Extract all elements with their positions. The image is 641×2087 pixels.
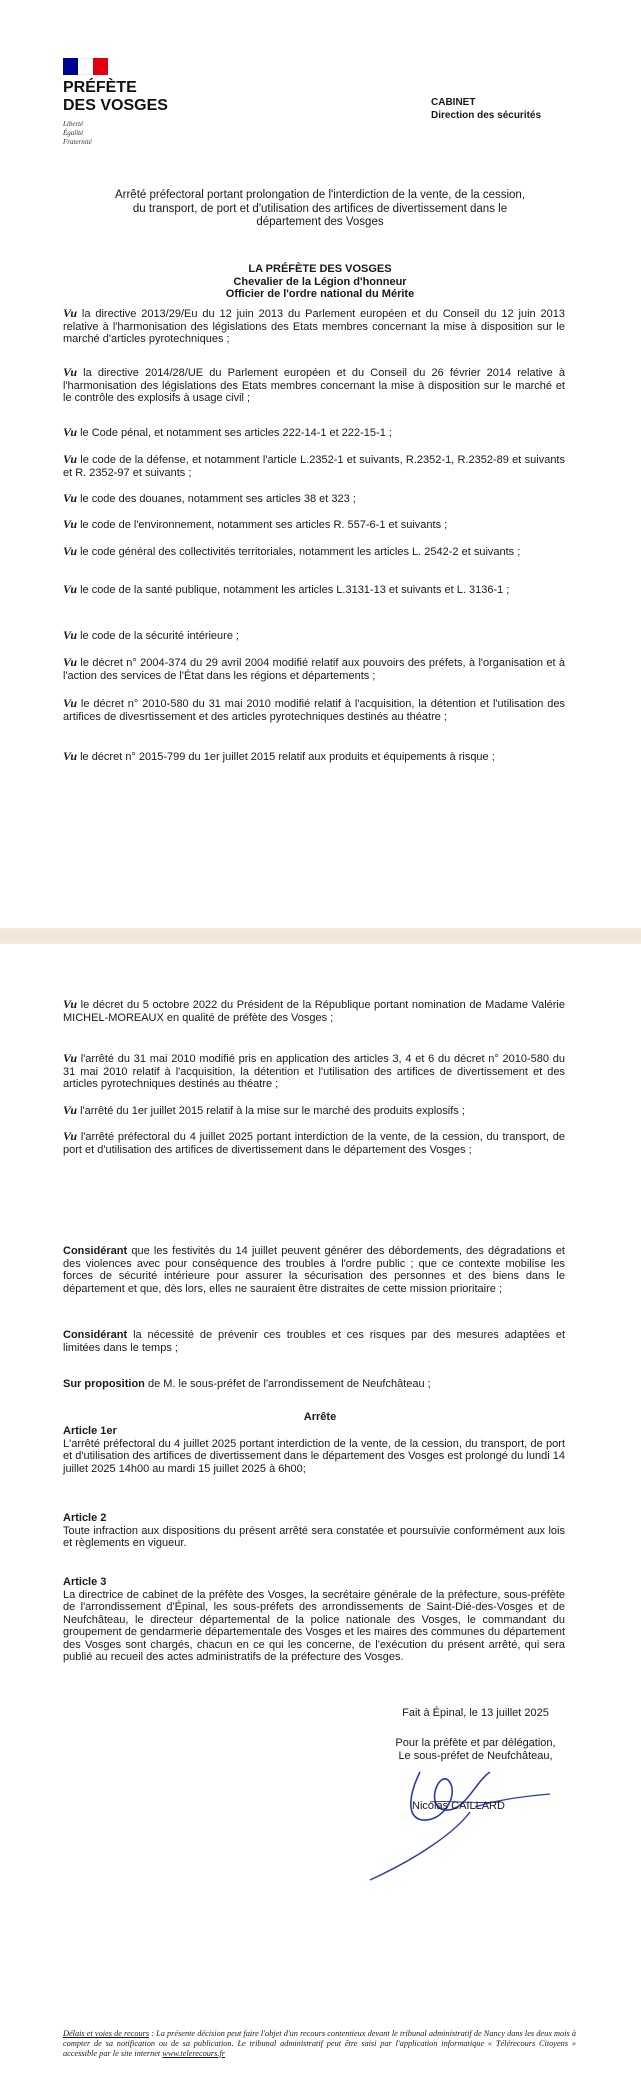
considerant-paragraph xyxy=(63,1329,565,1354)
visa-text: le décret n° 2015-799 du 1er juillet 2015 relatif aux produits et équipements à risque ; xyxy=(77,751,495,763)
prefecture-name: PRÉFÈTE DES VOSGES xyxy=(63,79,168,114)
visa-lead: Vu xyxy=(63,452,78,466)
visa-lead: Vu xyxy=(63,1103,78,1117)
proposition-text: de M. le sous-préfet de l'arrondissement de Neufchâteau ; xyxy=(144,1378,431,1390)
visa-lead: Vu xyxy=(63,628,78,642)
considerant-lead: Considérant xyxy=(63,1329,128,1341)
visa-paragraph xyxy=(63,518,565,532)
visa-text: le code de la santé publique, notamment les articles L.3131-13 et suivants et L. 3136-1 ; xyxy=(77,584,510,596)
visa-text: le décret n° 2004-374 du 29 avril 2004 modifié relatif aux pouvoirs des préfets, à l'organisation et à l'action des services de l'État dans les régions et départements ; xyxy=(63,657,565,682)
visa-paragraph xyxy=(63,1052,565,1091)
visa-lead: Vu xyxy=(63,582,78,596)
proposition-paragraph xyxy=(63,1378,565,1391)
visa-text: la directive 2014/28/UE du Parlement européen et du Conseil du 26 février 2014 relative à l'harmonisation des législations des Etats membres concernant la mise à disposition sur le marché et le contrôle des explosifs à usage civil ; xyxy=(63,367,565,404)
visa-paragraph xyxy=(63,1104,565,1118)
visa-lead: Vu xyxy=(63,749,78,763)
visa-lead: Vu xyxy=(63,491,78,505)
visa-lead: Vu xyxy=(63,517,78,531)
visa-text: le code général des collectivités territoriales, notamment les articles L. 2542-2 et suivants ; xyxy=(77,546,521,558)
article-3 xyxy=(63,1576,565,1664)
visa-lead: Vu xyxy=(63,425,78,439)
visa-lead: Vu xyxy=(63,544,78,558)
visa-lead: Vu xyxy=(63,1051,78,1065)
arrete-heading: Arrête xyxy=(303,1411,337,1423)
visa-lead: Vu xyxy=(63,655,78,669)
article-title: Article 1er xyxy=(63,1425,117,1437)
visa-paragraph xyxy=(63,1130,565,1156)
visa-text: le Code pénal, et notamment ses articles 222-14-1 et 222-15-1 ; xyxy=(77,427,392,439)
visa-text: l'arrêté préfectoral du 4 juillet 2025 portant interdiction de la vente, de la cession, du transport, de port et d'utilisation des artifices de divertissement dans le département des Vosges ; xyxy=(63,1131,565,1156)
visa-paragraph xyxy=(63,656,565,682)
authority-block: LA PRÉFÈTE DES VOSGES Chevalier de la Légion d'honneur Officier de l'ordre national du Mérite xyxy=(225,263,415,300)
article-text: Toute infraction aux dispositions du présent arrêté sera constatée et poursuivie conformément aux lois et règlements en vigueur. xyxy=(63,1524,565,1549)
visa-text: le code des douanes, notamment ses articles 38 et 323 ; xyxy=(77,493,356,505)
visa-paragraph xyxy=(63,366,565,405)
visa-lead: Vu xyxy=(63,365,78,379)
handwritten-signature xyxy=(350,1752,560,1882)
visa-paragraph xyxy=(63,307,565,346)
proposition-lead: Sur proposition xyxy=(63,1378,145,1390)
considerant-text: la nécessité de prévenir ces troubles et ces risques par des mesures adaptées et limitées dans le temps ; xyxy=(63,1329,565,1354)
visa-paragraph xyxy=(63,998,565,1024)
visa-paragraph xyxy=(63,492,565,506)
visa-paragraph xyxy=(63,750,565,764)
marianne-flag-logo xyxy=(63,58,108,75)
visa-lead: Vu xyxy=(63,306,78,320)
visa-text: le code de la défense, et notamment l'article L.2352-1 et suivants, R.2352-1, R.2352-89 et suivants et R. 2352-97 et suivants ; xyxy=(63,454,565,479)
visa-text: l'arrêté du 31 mai 2010 modifié pris en application des articles 3, 4 et 6 du décret n° 2010-580 du 31 mai 2010 relatif à l'acquisition, la détention et l'utilisation des artifices de divertissement et des articles pyrotechniques destinés au théatre ; xyxy=(63,1053,565,1090)
visa-paragraph xyxy=(63,453,565,479)
signature-delegation: Pour la préfète et par délégation, Le sous-préfet de Neufchâteau, xyxy=(395,1737,556,1762)
article-text: L'arrêté préfectoral du 4 juillet 2025 portant interdiction de la vente, de la cession, du transport, de port et d'utilisation des artifices de divertissement dans le département des Vosges est prolongé du lundi 14 juillet 2025 14h00 au mardi 15 juillet 2025 à 6h00; xyxy=(63,1437,565,1475)
visa-lead: Vu xyxy=(63,997,78,1011)
signatory-name: Nicolas CAILLARD xyxy=(412,1800,505,1812)
considerant-text: que les festivités du 14 juillet peuvent générer des débordements, des dégradations et des violences avec pour conséquence des troubles à l'ordre public ; que ce contexte mobilise les forces de sécurité intérieure pour assurer la sécurisation des personnes et des biens dans le département et que, dès lors, elles ne sauraient être distraites de cette mission prioritaire ; xyxy=(63,1245,565,1295)
page-separator xyxy=(0,928,641,944)
visa-paragraph xyxy=(63,629,565,643)
visa-lead: Vu xyxy=(63,1129,78,1143)
visa-paragraph xyxy=(63,426,565,440)
visa-text: le code de l'environnement, notamment ses articles R. 557-6-1 et suivants ; xyxy=(77,519,448,531)
appeal-notice: Délais et voies de recours : La présente décision peut faire l'objet d'un recours contentieux devant le tribunal administratif de Nancy dans les deux mois à compter de sa notification ou de sa publication. Le tribunal administratif peut être saisi par l'application informatique « Télérecours Citoyens » accessible par le site internet www.telerecours.fr xyxy=(63,2029,576,2058)
visa-paragraph xyxy=(63,583,565,597)
considerant-lead: Considérant xyxy=(63,1245,128,1257)
visa-text: le code de la sécurité intérieure ; xyxy=(77,630,240,642)
visa-lead: Vu xyxy=(63,696,78,710)
article-text: La directrice de cabinet de la préfète des Vosges, la secrétaire générale de la préfecture, sous-préfète de l'arrondissement d'Épinal, les sous-préfets des arrondissements de Saint-Dié-des-Vosges et de Neufchâteau, le directeur départemental de la police nationale des Vosges, le commandant du groupement de gendarmerie départementale des Vosges et les maires des communes du département des Vosges sont chargés, chacun en ce qui les concerne, de l'exécution du présent arrêté, qui sera publié au recueil des actes administratifs de la préfecture des Vosges. xyxy=(63,1588,565,1663)
department-header: CABINET Direction des sécurités xyxy=(431,97,542,121)
visa-text: l'arrêté du 1er juillet 2015 relatif à la mise sur le marché des produits explosifs ; xyxy=(77,1105,465,1117)
article-1 xyxy=(63,1425,565,1475)
document-page-1 xyxy=(0,0,641,928)
article-title: Article 2 xyxy=(63,1512,107,1524)
article-title: Article 3 xyxy=(63,1576,107,1588)
telerecours-link[interactable]: www.telerecours.fr xyxy=(162,2049,225,2058)
considerant-paragraph xyxy=(63,1245,565,1295)
signature-place-date: Fait à Épinal, le 13 juillet 2025 xyxy=(402,1707,549,1719)
republic-motto: Liberté Égalité Fraternité xyxy=(63,120,92,146)
visa-paragraph xyxy=(63,545,565,559)
document-title: Arrêté préfectoral portant prolongation de l'interdiction de la vente, de la cession, du transport, de port et d'utilisation des artifices de divertissement dans le département des Vosges xyxy=(114,189,526,228)
visa-text: la directive 2013/29/Eu du 12 juin 2013 du Parlement européen et du Conseil du 12 juin 2013 relative à l'harmonisation des législations des Etats membres concernant la mise à disposition sur le marché d'articles pyrotechniques ; xyxy=(63,308,565,345)
visa-text: le décret du 5 octobre 2022 du Président de la République portant nomination de Madame Valérie MICHEL-MOREAUX en qualité de préfète des Vosges ; xyxy=(63,999,565,1024)
visa-text: le décret n° 2010-580 du 31 mai 2010 modifié relatif à l'acquisition, la détention et l'utilisation des artifices de divesrtissement et des articles pyrotechniques destinés au théatre ; xyxy=(63,698,565,723)
visa-paragraph xyxy=(63,697,565,723)
article-2 xyxy=(63,1512,565,1550)
